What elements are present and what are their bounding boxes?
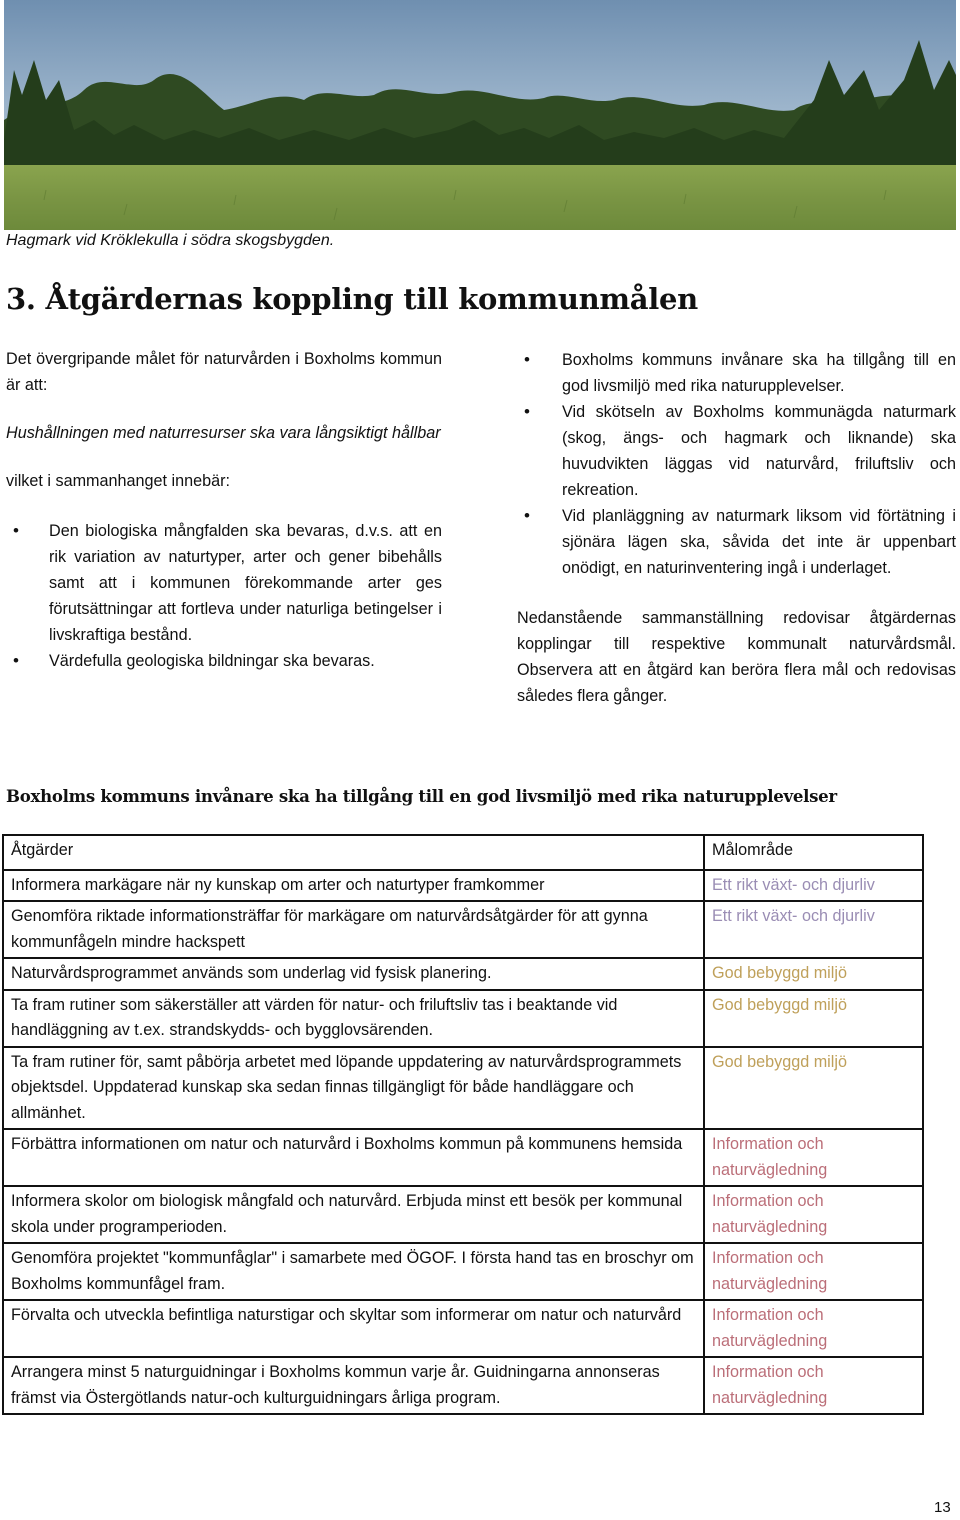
table-row (3, 1357, 923, 1414)
action-cell: Förbättra informationen om natur och naturvård i Boxholms kommun på kommunens hemsida (3, 1129, 704, 1186)
table-header-row (3, 835, 923, 870)
goal-cell: Ett rikt växt- och djurliv (704, 901, 923, 958)
table-row (3, 870, 923, 902)
table-row (3, 990, 923, 1047)
photo-caption: Hagmark vid Kröklekulla i södra skogsbygden. (6, 232, 335, 249)
meadow-forest-photo (4, 0, 956, 230)
right-column (517, 347, 956, 709)
goal-cell: God bebyggd miljö (704, 1047, 923, 1130)
table-row (3, 958, 923, 990)
municipal-goal-list (517, 347, 956, 581)
action-cell: Arrangera minst 5 naturguidningar i Boxholms kommun varje år. Guidningarna annonseras främst via Östergötlands natur-och kulturguidningars årliga program. (3, 1357, 704, 1414)
action-cell: Naturvårdsprogrammet används som underlag vid fysisk planering. (3, 958, 704, 990)
left-column (6, 346, 442, 674)
table-row (3, 1186, 923, 1243)
header-actions: Åtgärder (3, 835, 704, 870)
section-heading: 3. Åtgärdernas koppling till kommunmålen (6, 282, 698, 316)
bullet-item: • Värdefulla geologiska bildningar ska bevaras. (6, 648, 442, 674)
action-cell: Genomföra projektet "kommunfåglar" i samarbete med ÖGOF. I första hand tas en broschyr om Boxholms kommunfågel fram. (3, 1243, 704, 1300)
action-cell: Genomföra riktade informationsträffar för markägare om naturvårdsåtgärder för att gynna kommunfågeln mindre hackspett (3, 901, 704, 958)
goal-bullet-list (6, 518, 442, 674)
overall-goal: Hushållningen med naturresurser ska vara långsiktigt hållbar (6, 424, 441, 442)
goal-cell: Information och naturvägledning (704, 1129, 923, 1186)
goal-cell: Ett rikt växt- och djurliv (704, 870, 923, 902)
header-goal-area: Målområde (704, 835, 923, 870)
table-row (3, 1300, 923, 1357)
bullet-item: • Boxholms kommuns invånare ska ha tillgång till en god livsmiljö med rika naturupplevelser. (517, 347, 956, 399)
table-row (3, 1243, 923, 1300)
action-cell: Informera skolor om biologisk mångfald och naturvård. Erbjuda minst ett besök per kommunal skola under programperioden. (3, 1186, 704, 1243)
intro-paragraph: Det övergripande målet för naturvården i Boxholms kommun är att: (6, 350, 442, 394)
goal-cell: God bebyggd miljö (704, 958, 923, 990)
goal-cell: Information och naturvägledning (704, 1357, 923, 1414)
goal-cell: Information och naturvägledning (704, 1243, 923, 1300)
actions-table (2, 834, 924, 1415)
table-title: Boxholms kommuns invånare ska ha tillgång till en god livsmiljö med rika naturupplevelser (6, 786, 837, 806)
meadow (4, 165, 956, 230)
implies-paragraph: vilket i sammanhanget innebär: (6, 472, 231, 490)
action-cell: Ta fram rutiner som säkerställer att värden för natur- och friluftsliv tas i beaktande vid handläggning av t.ex. strandskydds- och bygglovsärenden. (3, 990, 704, 1047)
action-cell: Förvalta och utveckla befintliga naturstigar och skyltar som informerar om natur och naturvård (3, 1300, 704, 1357)
action-cell: Informera markägare när ny kunskap om arter och naturtyper framkommer (3, 870, 704, 902)
goal-cell: God bebyggd miljö (704, 990, 923, 1047)
table-row (3, 1129, 923, 1186)
goal-cell: Information och naturvägledning (704, 1186, 923, 1243)
landscape-illustration (4, 0, 956, 230)
page-number: 13 (934, 1499, 951, 1516)
bullet-item: • Den biologiska mångfalden ska bevaras, d.v.s. att en rik variation av naturtyper, arter och gener bibehålls samt att i kommunen förekommande arter ges förutsättningar att fortleva under naturliga betingelser i livskraftiga bestånd. (6, 518, 442, 648)
action-cell: Ta fram rutiner för, samt påbörja arbetet med löpande uppdatering av naturvårdsprogrammets objektsdel. Uppdaterad kunskap ska sedan finnas tillgängligt för både handläggare och allmänhet. (3, 1047, 704, 1130)
goal-cell: Information och naturvägledning (704, 1300, 923, 1357)
bullet-item: • Vid planläggning av naturmark liksom vid förtätning i sjönära lägen ska, såvida det inte är uppenbart onödigt, en naturinventering ingå i underlaget. (517, 503, 956, 581)
summary-paragraph: Nedanstående sammanställning redovisar åtgärdernas kopplingar till respektive kommunalt naturvårdsmål. Observera att en åtgärd kan beröra flera mål och redovisas således flera gånger. (517, 609, 956, 705)
bullet-item: • Vid skötseln av Boxholms kommunägda naturmark (skog, ängs- och hagmark och liknande) ska huvudvikten läggas vid naturvård, friluftsliv och rekreation. (517, 399, 956, 503)
table-row (3, 1047, 923, 1130)
table-row (3, 901, 923, 958)
